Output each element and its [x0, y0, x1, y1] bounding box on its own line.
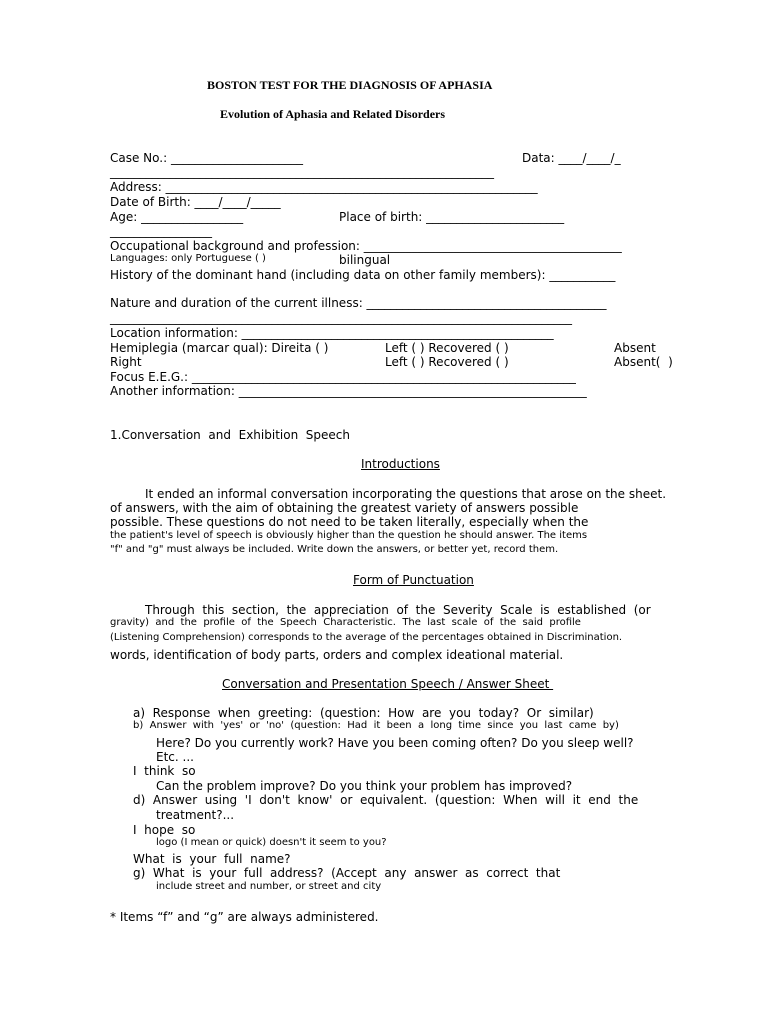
answer-item: g) What is your full address? (Accept any answer as correct that — [133, 866, 561, 880]
punctuation-paragraph-line: words, identification of body parts, orders and complex ideational material. — [110, 648, 564, 662]
answer-item: d) Answer using 'I don't know' or equivalent. (question: When will it end the — [133, 793, 639, 807]
age-field: Age: _________________ — [110, 210, 244, 224]
intro-paragraph-line: "f" and "g" must always be included. Write down the answers, or better yet, record them. — [110, 544, 559, 555]
hemiplegia-absent-option: Absent — [614, 341, 656, 355]
right-absent-option: Absent( ) — [614, 355, 673, 369]
answer-item: b) Answer with 'yes' or 'no' (question: Had it been a long time since you last came by) — [133, 720, 619, 731]
answer-item: Here? Do you currently work? Have you been coming often? Do you sleep well? — [156, 736, 634, 750]
document-subtitle: Evolution of Aphasia and Related Disorders — [220, 107, 446, 121]
place-of-birth-field: Place of birth: _______________________ — [339, 210, 565, 224]
occupation-field: Occupational background and profession: ___________________________________________ — [110, 239, 622, 253]
answer-item: a) Response when greeting: (question: How are you today? Or similar) — [133, 706, 594, 720]
focus-eeg-field: Focus E.E.G.: ________________________________________________________________ — [110, 370, 576, 384]
hemiplegia-field: Hemiplegia (marcar qual): Direita ( ) — [110, 341, 329, 355]
answer-item: Can the problem improve? Do you think your problem has improved? — [156, 779, 573, 793]
blank-rule: _________________ — [110, 224, 212, 238]
intro-paragraph-line: It ended an informal conversation incorporating the questions that arose on the sheet. — [145, 487, 667, 501]
blank-rule: _____________________________________________________________________________ — [110, 311, 572, 325]
punctuation-title: Form of Punctuation — [353, 573, 474, 587]
footnote: * Items “f” and “g” are always administered. — [110, 910, 379, 924]
answer-sheet-title: Conversation and Presentation Speech / Answer Sheet — [222, 677, 554, 691]
introductions-title: Introductions — [361, 457, 440, 471]
illness-field: Nature and duration of the current illness: ________________________________________ — [110, 296, 607, 310]
section-heading: 1.Conversation and Exhibition Speech — [110, 428, 351, 442]
document-title: BOSTON TEST FOR THE DIAGNOSIS OF APHASIA — [207, 78, 493, 92]
case-no-field: Case No.: ______________________ — [110, 151, 303, 165]
blank-rule: ________________________________________________________________ — [110, 165, 494, 179]
answer-item: What is your full name? — [133, 852, 291, 866]
punctuation-paragraph-line: gravity) and the profile of the Speech Characteristic. The last scale of the said profile — [110, 617, 581, 628]
intro-paragraph-line: possible. These questions do not need to be taken literally, especially when the — [110, 515, 589, 529]
intro-paragraph-line: the patient's level of speech is obviously higher than the question he should answer. The items — [110, 530, 588, 541]
data-field: Data: ____/____/_ — [522, 151, 621, 165]
location-field: Location information: ____________________________________________________ — [110, 326, 554, 340]
right-option: Right — [110, 355, 142, 369]
answer-item: logo (I mean or quick) doesn't it seem to you? — [156, 837, 387, 848]
punctuation-paragraph-line: Through this section, the appreciation of the Severity Scale is established (or — [145, 603, 651, 617]
dominant-hand-field: History of the dominant hand (including data on other family members): ___________ — [110, 268, 616, 282]
dob-field: Date of Birth: ____/____/_____ — [110, 195, 281, 209]
answer-item: I think so — [133, 764, 196, 778]
address-field: Address: ______________________________________________________________ — [110, 180, 538, 194]
answer-item: I hope so — [133, 823, 196, 837]
bilingual-option: bilingual — [339, 253, 391, 267]
another-info-field: Another information: __________________________________________________________ — [110, 384, 587, 398]
answer-item: Etc. ... — [156, 750, 194, 764]
answer-item: include street and number, or street and city — [156, 881, 382, 892]
answer-item: treatment?... — [156, 808, 235, 822]
intro-paragraph-line: of answers, with the aim of obtaining the greatest variety of answers possible — [110, 501, 579, 515]
hemiplegia-left-option: Left ( ) Recovered ( ) — [385, 341, 509, 355]
punctuation-paragraph-line: (Listening Comprehension) corresponds to the average of the percentages obtained in Discrimination. — [110, 632, 623, 643]
languages-field: Languages: only Portuguese ( ) — [110, 253, 266, 264]
right-left-option: Left ( ) Recovered ( ) — [385, 355, 509, 369]
